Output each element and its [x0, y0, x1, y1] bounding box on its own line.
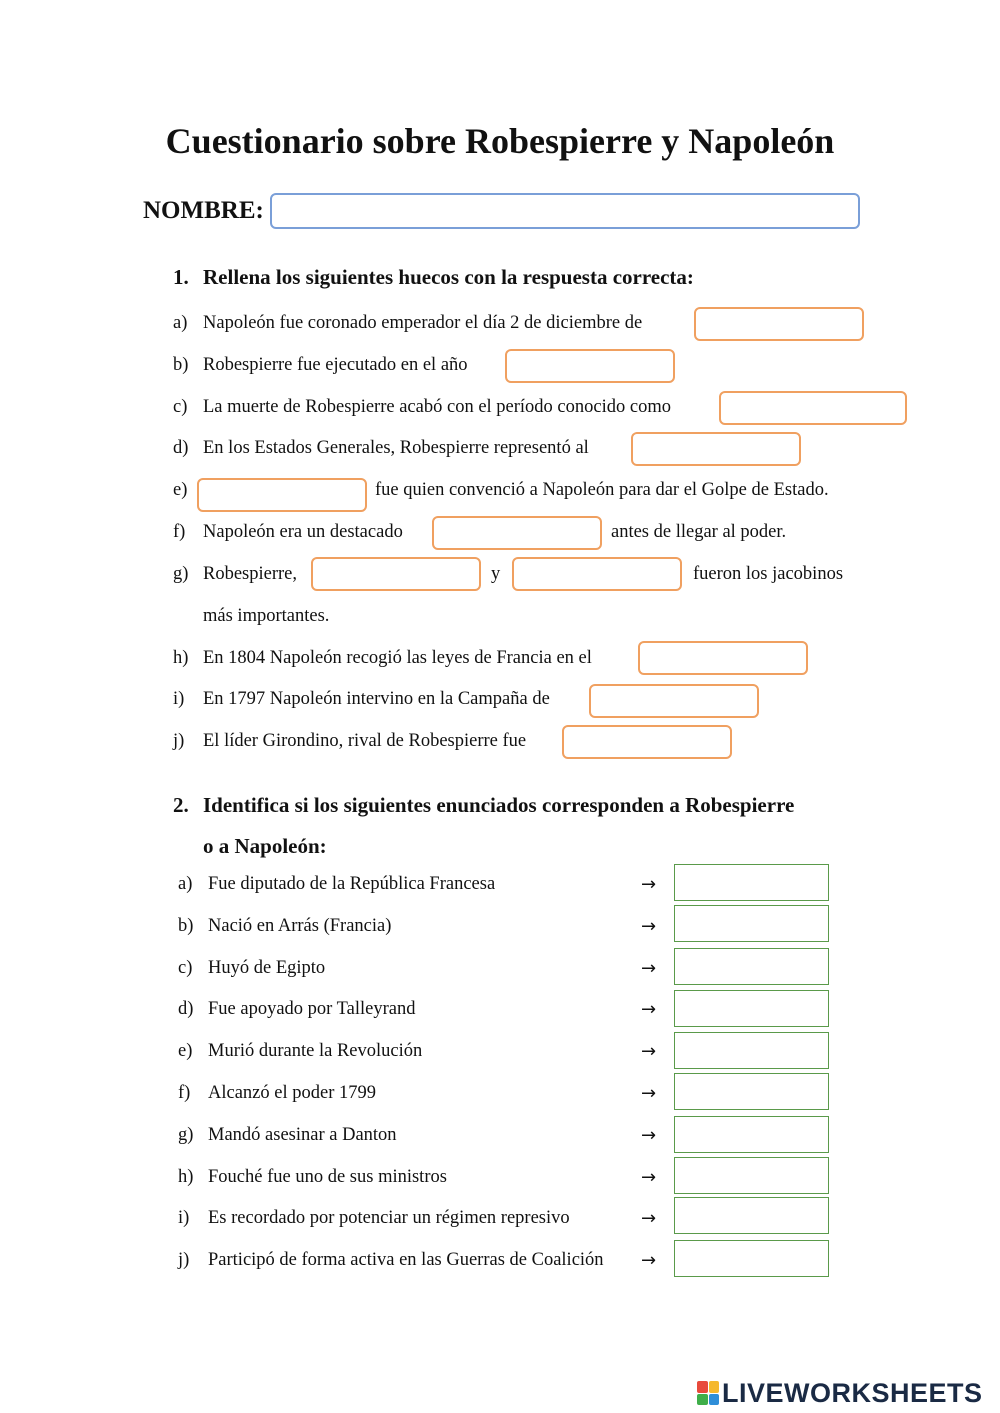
section-2-heading-line1: Identifica si los siguientes enunciados corresponden a Robespierre — [203, 793, 795, 817]
statement-g-text: Mandó asesinar a Danton — [208, 1125, 397, 1145]
answer-box-j[interactable] — [562, 725, 732, 759]
item-letter: i) — [178, 1208, 190, 1228]
arrow-right-icon: → — [641, 916, 657, 937]
answer-box-g2[interactable] — [512, 557, 682, 591]
answer-box-f[interactable] — [432, 516, 602, 550]
answer-box-a[interactable] — [694, 307, 864, 341]
item-letter: g) — [173, 564, 189, 584]
logo-square — [709, 1394, 720, 1406]
arrow-right-icon: → — [641, 874, 657, 895]
answer-box-2g[interactable] — [674, 1116, 829, 1153]
arrow-right-icon: → — [641, 999, 657, 1020]
section-2-number: 2. — [173, 793, 189, 817]
liveworksheets-logo — [697, 1378, 983, 1408]
logo-text: LIVEWORKSHEETS — [722, 1377, 983, 1408]
answer-box-h[interactable] — [638, 641, 808, 675]
section-1-number: 1. — [173, 265, 189, 289]
fill-item-g-text: Robespierre, — [203, 564, 298, 584]
fill-item-g-after: fueron los jacobinos — [693, 564, 844, 584]
answer-box-i[interactable] — [589, 684, 759, 718]
statement-c-text: Huyó de Egipto — [208, 958, 326, 978]
item-letter: e) — [173, 480, 188, 500]
fill-item-a-text: Napoleón fue coronado emperador el día 2 de diciembre de — [203, 313, 643, 333]
logo-mark-icon — [697, 1381, 719, 1405]
logo-square — [697, 1381, 708, 1393]
name-input[interactable] — [270, 193, 860, 229]
fill-item-c-text: La muerte de Robespierre acabó con el período conocido como — [203, 397, 671, 417]
answer-box-g1[interactable] — [311, 557, 481, 591]
item-letter: j) — [178, 1250, 190, 1270]
statement-e-text: Murió durante la Revolución — [208, 1041, 423, 1061]
arrow-right-icon: → — [641, 1041, 657, 1062]
statement-i-text: Es recordado por potenciar un régimen represivo — [208, 1208, 570, 1228]
item-letter: b) — [173, 355, 189, 375]
item-letter: a) — [178, 874, 193, 894]
fill-item-h-text: En 1804 Napoleón recogió las leyes de Francia en el — [203, 648, 592, 668]
arrow-right-icon: → — [641, 1083, 657, 1104]
answer-box-2d[interactable] — [674, 990, 829, 1027]
section-1-heading: Rellena los siguientes huecos con la respuesta correcta: — [203, 265, 694, 289]
item-letter: b) — [178, 916, 194, 936]
fill-item-j-text: El líder Girondino, rival de Robespierre fue — [203, 731, 527, 751]
item-letter: g) — [178, 1125, 194, 1145]
answer-box-e[interactable] — [197, 478, 367, 512]
fill-item-g-continuation: más importantes. — [203, 606, 330, 626]
arrow-right-icon: → — [641, 1208, 657, 1229]
answer-box-2c[interactable] — [674, 948, 829, 985]
page-title: Cuestionario sobre Robespierre y Napoleón — [165, 121, 835, 161]
item-letter: e) — [178, 1041, 193, 1061]
statement-a-text: Fue diputado de la República Francesa — [208, 874, 496, 894]
statement-j-text: Participó de forma activa en las Guerras de Coalición — [208, 1250, 604, 1270]
item-letter: c) — [173, 397, 188, 417]
answer-box-b[interactable] — [505, 349, 675, 383]
answer-box-2b[interactable] — [674, 905, 829, 942]
arrow-right-icon: → — [641, 1125, 657, 1146]
answer-box-c[interactable] — [719, 391, 907, 425]
section-2-heading-line2: o a Napoleón: — [203, 834, 327, 858]
fill-item-i-text: En 1797 Napoleón intervino en la Campaña de — [203, 689, 550, 709]
answer-box-2e[interactable] — [674, 1032, 829, 1069]
statement-f-text: Alcanzó el poder 1799 — [208, 1083, 376, 1103]
item-letter: d) — [173, 438, 189, 458]
statement-d-text: Fue apoyado por Talleyrand — [208, 999, 416, 1019]
answer-box-2i[interactable] — [674, 1197, 829, 1234]
fill-item-f-text: Napoleón era un destacado — [203, 522, 403, 542]
answer-box-2a[interactable] — [674, 864, 829, 901]
item-letter: j) — [173, 731, 185, 751]
statement-b-text: Nació en Arrás (Francia) — [208, 916, 392, 936]
item-letter: f) — [178, 1083, 191, 1103]
arrow-right-icon: → — [641, 1167, 657, 1188]
arrow-right-icon: → — [641, 1250, 657, 1271]
item-letter: h) — [178, 1167, 194, 1187]
answer-box-2h[interactable] — [674, 1157, 829, 1194]
item-letter: i) — [173, 689, 185, 709]
answer-box-d[interactable] — [631, 432, 801, 466]
logo-square — [709, 1381, 720, 1393]
item-letter: f) — [173, 522, 186, 542]
item-letter: a) — [173, 313, 188, 333]
fill-item-f-after: antes de llegar al poder. — [611, 522, 787, 542]
name-label: NOMBRE: — [143, 197, 264, 224]
fill-item-b-text: Robespierre fue ejecutado en el año — [203, 355, 468, 375]
fill-item-d-text: En los Estados Generales, Robespierre representó al — [203, 438, 589, 458]
item-letter: h) — [173, 648, 189, 668]
item-letter: d) — [178, 999, 194, 1019]
fill-item-g-middle: y — [491, 564, 501, 584]
arrow-right-icon: → — [641, 958, 657, 979]
fill-item-e-text: fue quien convenció a Napoleón para dar el Golpe de Estado. — [375, 480, 829, 500]
statement-h-text: Fouché fue uno de sus ministros — [208, 1167, 447, 1187]
answer-box-2j[interactable] — [674, 1240, 829, 1277]
logo-square — [697, 1394, 708, 1406]
answer-box-2f[interactable] — [674, 1073, 829, 1110]
item-letter: c) — [178, 958, 193, 978]
